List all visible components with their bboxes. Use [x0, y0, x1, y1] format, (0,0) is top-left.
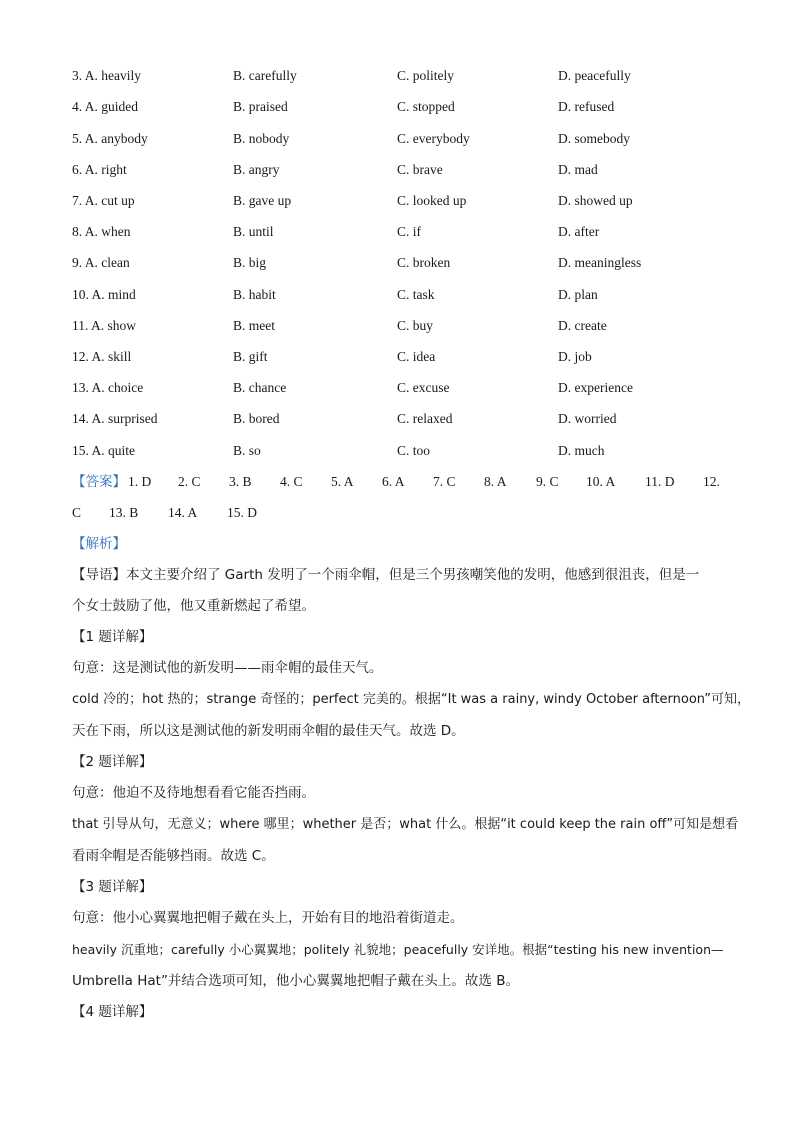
answer-item: C [72, 505, 82, 520]
option-b: B. so [233, 443, 261, 458]
option-b: B. until [233, 224, 274, 239]
option-b: B. big [233, 255, 267, 270]
option-c: C. everybody [397, 131, 470, 146]
option-row [0, 285, 794, 305]
option-b: B. angry [233, 162, 280, 177]
option-b: B. carefully [233, 68, 297, 83]
answer-item: 9. C [536, 474, 559, 489]
option-row [0, 347, 794, 367]
option-c: C. politely [397, 68, 454, 83]
option-c: C. looked up [397, 193, 467, 208]
q2-meaning: 句意：他迫不及待地想看看它能否挡雨。 [72, 785, 315, 801]
q1-explanation-1: cold 冷的；hot 热的；strange 奇怪的；perfect 完美的。根据“It was a rainy, windy October afternoon”可知， [72, 692, 751, 707]
option-row [0, 316, 794, 336]
option-c: C. relaxed [397, 411, 453, 426]
answer-label: 【答案】 [72, 474, 126, 490]
q2-title: 【2 题详解】 [72, 754, 153, 770]
option-a: 3. A. heavily [72, 68, 141, 83]
option-a: 6. A. right [72, 162, 127, 177]
option-d: D. peacefully [558, 68, 631, 83]
option-b: B. meet [233, 318, 275, 333]
q3-title: 【3 题详解】 [72, 879, 153, 895]
option-d: D. refused [558, 99, 615, 114]
answer-row-2 [0, 503, 794, 523]
option-c: C. brave [397, 162, 443, 177]
option-a: 8. A. when [72, 224, 131, 239]
option-b: B. gift [233, 349, 268, 364]
option-row [0, 160, 794, 180]
option-b: B. nobody [233, 131, 290, 146]
option-row [0, 409, 794, 429]
answer-item: 11. D [645, 474, 675, 489]
option-c: C. too [397, 443, 431, 458]
q1-explanation-2: 天在下雨，所以这是测试他的新发明雨伞帽的最佳天气。故选 D。 [72, 723, 465, 739]
option-row [0, 222, 794, 242]
option-a: 13. A. choice [72, 380, 144, 395]
option-d: D. job [558, 349, 592, 364]
q1-meaning: 句意：这是测试他的新发明——雨伞帽的最佳天气。 [72, 660, 383, 676]
option-a: 9. A. clean [72, 255, 130, 270]
option-a: 12. A. skill [72, 349, 132, 364]
option-row [0, 253, 794, 273]
answer-item: 15. D [227, 505, 257, 520]
q3-meaning: 句意：他小心翼翼地把帽子戴在头上，开始有目的地沿着街道走。 [72, 910, 464, 926]
option-c: C. if [397, 224, 422, 239]
option-d: D. experience [558, 380, 633, 395]
option-d: D. worried [558, 411, 617, 426]
answer-row-1 [0, 472, 794, 492]
answer-item: 5. A [331, 474, 354, 489]
option-c: C. task [397, 287, 435, 302]
option-d: D. somebody [558, 131, 630, 146]
analysis-label: 【解析】 [72, 536, 126, 552]
answer-item: 1. D [128, 474, 152, 489]
option-d: D. after [558, 224, 600, 239]
answer-item: 4. C [280, 474, 303, 489]
option-c: C. excuse [397, 380, 450, 395]
answer-item: 7. C [433, 474, 456, 489]
option-a: 5. A. anybody [72, 131, 148, 146]
option-c: C. stopped [397, 99, 455, 114]
option-row [0, 66, 794, 86]
option-a: 7. A. cut up [72, 193, 135, 208]
q4-title: 【4 题详解】 [72, 1004, 153, 1020]
option-b: B. bored [233, 411, 280, 426]
option-row [0, 378, 794, 398]
q2-explanation-1: that 引导从句，无意义；where 哪里；whether 是否；what 什么。根据“it could keep the rain off”可知是想看 [72, 817, 739, 832]
answer-item: 10. A [586, 474, 616, 489]
answer-item: 14. A [168, 505, 198, 520]
option-c: C. buy [397, 318, 434, 333]
q3-explanation-2: Umbrella Hat”并结合选项可知，他小心翼翼地把帽子戴在头上。故选 B。 [72, 973, 519, 989]
option-row [0, 441, 794, 461]
guide-line-2: 个女士鼓励了他，他又重新燃起了希望。 [72, 598, 315, 614]
answer-item: 6. A [382, 474, 405, 489]
option-row [0, 129, 794, 149]
answer-item: 3. B [229, 474, 252, 489]
option-d: D. showed up [558, 193, 633, 208]
option-d: D. meaningless [558, 255, 642, 270]
option-a: 15. A. quite [72, 443, 135, 458]
answer-item: 12. [703, 474, 720, 489]
option-a: 4. A. guided [72, 99, 138, 114]
q3-explanation-1: heavily 沉重地；carefully 小心翼翼地；politely 礼貌地；peacefully 安详地。根据“testing his new invention— [72, 942, 724, 957]
q1-title: 【1 题详解】 [72, 629, 153, 645]
answer-item: 8. A [484, 474, 507, 489]
option-a: 14. A. surprised [72, 411, 158, 426]
option-d: D. mad [558, 162, 598, 177]
option-b: B. habit [233, 287, 276, 302]
option-d: D. much [558, 443, 605, 458]
option-c: C. broken [397, 255, 451, 270]
option-a: 10. A. mind [72, 287, 136, 302]
guide-line-1: 【导语】本文主要介绍了 Garth 发明了一个雨伞帽，但是三个男孩嘲笑他的发明，他感到很沮丧，但是一 [72, 567, 700, 583]
q2-explanation-2: 看雨伞帽是否能够挡雨。故选 C。 [72, 848, 275, 864]
option-d: D. plan [558, 287, 598, 302]
option-c: C. idea [397, 349, 436, 364]
option-d: D. create [558, 318, 607, 333]
option-b: B. gave up [233, 193, 292, 208]
option-row [0, 191, 794, 211]
option-b: B. chance [233, 380, 287, 395]
option-b: B. praised [233, 99, 288, 114]
answer-item: 13. B [109, 505, 139, 520]
answer-item: 2. C [178, 474, 201, 489]
option-row [0, 97, 794, 117]
option-a: 11. A. show [72, 318, 137, 333]
